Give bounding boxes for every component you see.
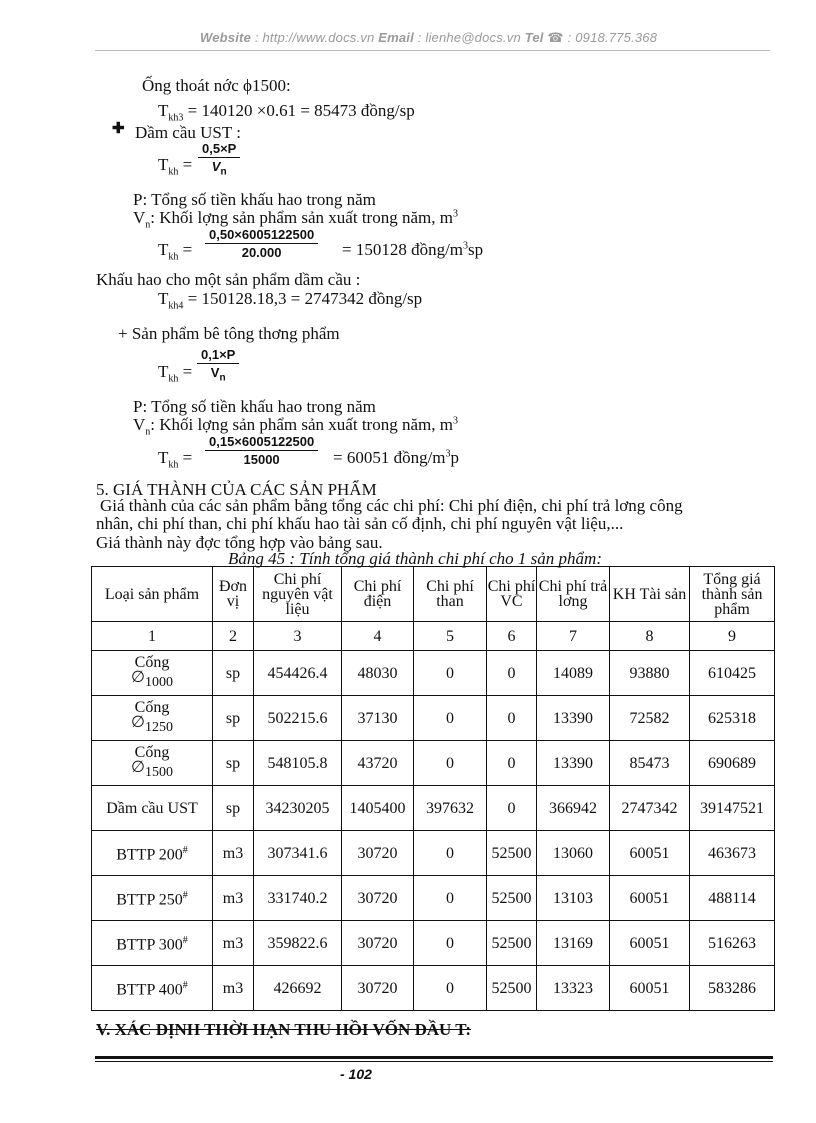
cell-c7: 13390	[537, 696, 610, 741]
table-row	[92, 786, 775, 831]
cell-c8: 60051	[610, 966, 690, 1011]
fraction-2	[205, 227, 318, 260]
table-row	[92, 651, 775, 696]
cell-c3: 34230205	[254, 786, 342, 831]
cell-c7: 14089	[537, 651, 610, 696]
cell-c8: 85473	[610, 741, 690, 786]
website-label: Website	[200, 30, 252, 45]
table-caption: Bảng 45 : Tính tổng giá thành chi phí cho 1 sản phẩm:	[228, 549, 602, 568]
cell-c6: 52500	[487, 966, 537, 1011]
fraction-4	[205, 434, 318, 467]
fraction-4-result: = 60051 đồng/$m^3p$	[333, 448, 460, 467]
cell-c5: 0	[414, 741, 487, 786]
tkh3-formula: $T_{kh3} = 140120 \times 0.61 = 85473$ đồng/sp	[158, 101, 415, 124]
product-name-cell: Cống $\emptyset_{1500}$	[92, 741, 213, 786]
cell-c6: 0	[487, 696, 537, 741]
bullet-cross-icon: ✚	[112, 121, 125, 137]
beam-heading: Dầm cầu UST :	[135, 123, 241, 142]
fraction-3-numerator: 0,1×P	[201, 347, 236, 362]
fraction-3-bar	[197, 363, 239, 364]
table-row	[92, 831, 775, 876]
cell-c3: 426692	[254, 966, 342, 1011]
header-unit: Đơn vị	[213, 567, 254, 622]
cell-c8: 2747342	[610, 786, 690, 831]
footer-rule-thick	[95, 1056, 773, 1059]
cell-unit: m3	[213, 921, 254, 966]
product-name-cell: BTTP 400#	[92, 966, 213, 1011]
tkh-label-4: $T_{kh}$ =	[158, 448, 193, 471]
table-row	[92, 876, 775, 921]
pipe-1500-heading: Ống thoát nớc ϕ1500:	[142, 76, 291, 95]
cell-c3: 307341.6	[254, 831, 342, 876]
cell-c8: 60051	[610, 921, 690, 966]
cell-c6: 52500	[487, 876, 537, 921]
cell-c9: 39147521	[690, 786, 775, 831]
fraction-3-denominator: $V_n$	[210, 365, 226, 384]
cell-c6: 0	[487, 786, 537, 831]
cell-c4: 30720	[342, 966, 414, 1011]
tkh-label-2: $T_{kh}$ =	[158, 240, 193, 263]
cell-c4: 1405400	[342, 786, 414, 831]
table-row	[92, 921, 775, 966]
cell-c6: 52500	[487, 921, 537, 966]
beam-depreciation-text: Khấu hao cho một sản phẩm dầm cầu :	[96, 270, 361, 289]
cell-c8: 60051	[610, 831, 690, 876]
cell-c6: 52500	[487, 831, 537, 876]
tkh4-formula: $T_{kh4} = 150128.18,3 = 2747342$ đồng/sp	[158, 289, 423, 312]
section-5-paragraph-line-2: nhân, chi phí than, chi phí khấu hao tài sản cố định, chi phí nguyên vật liệu,...	[96, 514, 624, 533]
header-coal-cost: Chi phí than	[414, 567, 487, 622]
vn-definition-2: $V_n$: Khối lợng sản phẩm sản xuất trong năm, $m^3$	[133, 415, 458, 438]
p-definition-2: P: Tổng số tiền khấu hao trong năm	[133, 397, 376, 416]
cell-c4: 43720	[342, 741, 414, 786]
p-definition-1: P: Tổng số tiền khấu hao trong năm	[133, 190, 376, 209]
product-name-cell: Cống $\emptyset_{1250}$	[92, 696, 213, 741]
cell-unit: sp	[213, 741, 254, 786]
section-5-paragraph-line-1: Giá thành của các sản phẩm bằng tổng các chi phí: Chi phí điện, chi phí trả lơng công	[100, 496, 683, 515]
cell-c5: 0	[414, 876, 487, 921]
diameter-symbol: ∅	[131, 714, 145, 732]
cell-c8: 72582	[610, 696, 690, 741]
cell-c9: 625318	[690, 696, 775, 741]
fraction-1-bar	[198, 157, 240, 158]
cell-c5: 0	[414, 696, 487, 741]
cell-c7: 13060	[537, 831, 610, 876]
cell-c9: 583286	[690, 966, 775, 1011]
table-index-row: 1 2 3 4 5 6 7 8 9	[92, 622, 775, 651]
cell-unit: m3	[213, 876, 254, 921]
fraction-1	[198, 141, 240, 178]
header-product-type: Loại sản phẩm	[92, 567, 213, 622]
fraction-4-denominator: 15000	[243, 452, 280, 467]
header-wage-cost: Chi phí trả lơng	[537, 567, 610, 622]
cell-c3: 502215.6	[254, 696, 342, 741]
table-header-row	[92, 567, 775, 622]
tel-value: ☎ : 0918.775.368	[543, 30, 658, 45]
cell-unit: sp	[213, 651, 254, 696]
cell-c4: 30720	[342, 831, 414, 876]
cell-c4: 30720	[342, 876, 414, 921]
cell-c5: 397632	[414, 786, 487, 831]
fraction-4-numerator: 0,15×6005122500	[209, 434, 315, 449]
table-row	[92, 741, 775, 786]
cell-c3: 331740.2	[254, 876, 342, 921]
product-name-cell: Cống $\emptyset_{1000}$	[92, 651, 213, 696]
cell-c6: 0	[487, 741, 537, 786]
header-transport-cost: Chi phí VC	[487, 567, 537, 622]
table-row	[92, 966, 775, 1011]
tel-label: Tel	[524, 30, 544, 45]
tkh-label-3: $T_{kh}$ =	[158, 362, 193, 385]
header-material-cost: Chi phí nguyên vật liệu	[254, 567, 342, 622]
cell-c7: 13323	[537, 966, 610, 1011]
cell-c4: 37130	[342, 696, 414, 741]
cell-c4: 48030	[342, 651, 414, 696]
cell-c3: 359822.6	[254, 921, 342, 966]
cell-c8: 93880	[610, 651, 690, 696]
fraction-2-result: = 150128 đồng/$m^3sp$	[342, 240, 484, 259]
cell-c9: 610425	[690, 651, 775, 696]
cell-c7: 366942	[537, 786, 610, 831]
cell-c9: 463673	[690, 831, 775, 876]
header-electricity-cost: Chi phí điện	[342, 567, 414, 622]
header-total-cost: Tổng giá thành sản phẩm	[690, 567, 775, 622]
cell-c4: 30720	[342, 921, 414, 966]
cell-c9: 516263	[690, 921, 775, 966]
fraction-2-bar	[205, 243, 318, 244]
cell-unit: m3	[213, 966, 254, 1011]
page-header	[200, 30, 657, 46]
section-v-heading: V. XÁC ĐỊNH THỜI HẠN THU HỒI VỐN ĐẦU T:	[96, 1020, 472, 1039]
product-name-cell: BTTP 200#	[92, 831, 213, 876]
cell-c6: 0	[487, 651, 537, 696]
concrete-product-heading: + Sản phẩm bê tông thơng phẩm	[118, 324, 340, 343]
fraction-4-bar	[205, 450, 318, 451]
product-name-cell: BTTP 250#	[92, 876, 213, 921]
cell-c7: 13169	[537, 921, 610, 966]
cell-c3: 454426.4	[254, 651, 342, 696]
page-number: - 102	[340, 1066, 372, 1082]
fraction-2-numerator: 0,50×6005122500	[209, 227, 315, 242]
fraction-2-denominator: 20.000	[241, 245, 282, 260]
diameter-symbol: ∅	[131, 669, 145, 687]
cell-c5: 0	[414, 966, 487, 1011]
section-5-heading: 5. GIÁ THÀNH CỦA CÁC SẢN PHẨM	[96, 480, 377, 499]
cost-table	[91, 566, 775, 1011]
table-row	[92, 696, 775, 741]
product-name-cell: Dầm cầu UST	[92, 786, 213, 831]
cell-c8: 60051	[610, 876, 690, 921]
cell-unit: m3	[213, 831, 254, 876]
vn-definition-1: $V_n$: Khối lợng sản phẩm sản xuất trong năm, $m^3$	[133, 208, 458, 231]
cell-c5: 0	[414, 921, 487, 966]
cell-c7: 13390	[537, 741, 610, 786]
cell-c7: 13103	[537, 876, 610, 921]
fraction-1-numerator: 0,5×P	[202, 141, 237, 156]
footer-rule-thin	[95, 1061, 773, 1062]
cell-unit: sp	[213, 786, 254, 831]
cell-c9: 690689	[690, 741, 775, 786]
header-divider	[95, 50, 770, 51]
tkh-label-1: $T_{kh}$ =	[158, 155, 193, 178]
email-value: : lienhe@docs.vn	[413, 30, 525, 45]
product-name-cell: BTTP 300#	[92, 921, 213, 966]
section-5-paragraph-line-3: Giá thành này đợc tổng hợp vào bảng sau.	[96, 533, 383, 552]
header-asset-depreciation: KH Tài sản	[610, 567, 690, 622]
email-label: Email	[378, 30, 414, 45]
fraction-3	[197, 347, 239, 384]
diameter-symbol: ∅	[131, 759, 145, 777]
cell-unit: sp	[213, 696, 254, 741]
cell-c9: 488114	[690, 876, 775, 921]
cell-c5: 0	[414, 831, 487, 876]
cell-c5: 0	[414, 651, 487, 696]
fraction-1-denominator: $V_n$	[211, 159, 227, 178]
cell-c3: 548105.8	[254, 741, 342, 786]
website-value: : http://www.docs.vn	[251, 30, 379, 45]
